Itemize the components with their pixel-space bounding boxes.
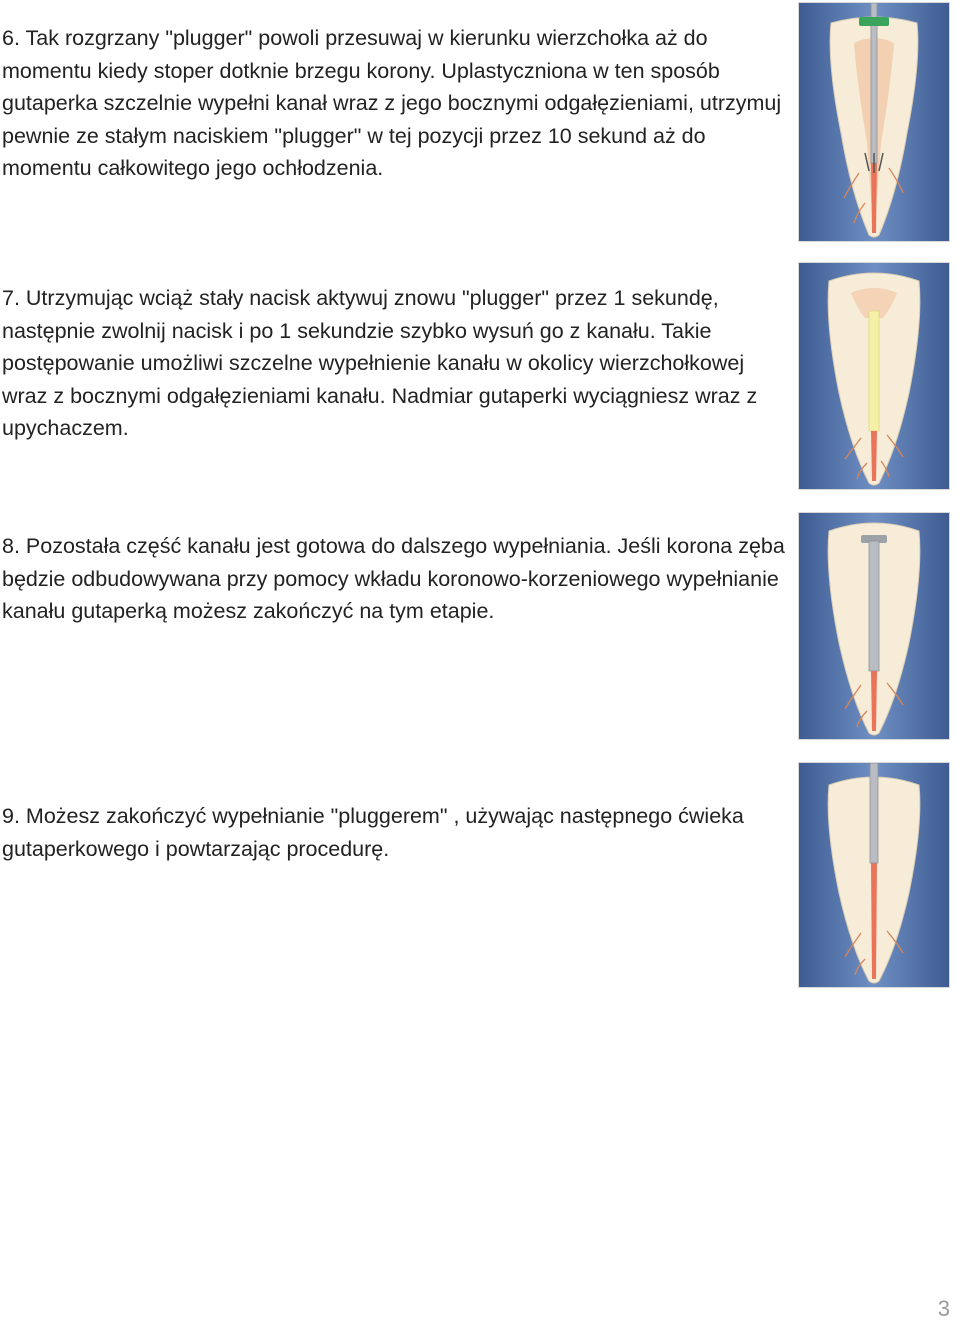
- tooth-illustration-step-6: [798, 2, 950, 242]
- step-8-text: 8. Pozostała część kanału jest gotowa do dalszego wypełniania. Jeśli korona zęba będzie odbudowywana przy pomocy wkładu koronowo-korzeniowego wypełnianie kanału gutaperką możesz zakończyć na tym etapie.: [2, 534, 785, 623]
- step-7-text: 7. Utrzymując wciąż stały nacisk aktywuj znowu "plugger" przez 1 sekundę, następnie zwolnij nacisk i po 1 sekundzie szybko wysuń go z kanału. Takie postępowanie umożliwi szczelne wypełnienie kanału w okolicy wierzchołkowej wraz z bocznymi odgałęzieniami kanału. Nadmiar gutaperki wyciągniesz wraz z upychaczem.: [2, 286, 758, 440]
- tooth-illustration-step-9: [798, 762, 950, 988]
- tooth-illustration-step-7: [798, 262, 950, 490]
- step-9-text: 9. Możesz zakończyć wypełnianie "pluggerem" , używając następnego ćwieka gutaperkowego i powtarzając procedurę.: [2, 804, 744, 861]
- step-6-text: 6. Tak rozgrzany "plugger" powoli przesuwaj w kierunku wierzchołka aż do momentu kiedy stoper dotknie brzegu korony. Uplastyczniona w ten sposób gutaperka szczelnie wypełni kanał wraz z jego bocznymi odgałęzieniami, utrzymuj pewnie ze stałym naciskiem "plugger" w tej pozycji przez 10 sekund aż do momentu całkowitego jego ochłodzenia.: [2, 26, 782, 180]
- tooth-illustration-step-8: [798, 512, 950, 740]
- page-number: 3: [937, 1296, 950, 1321]
